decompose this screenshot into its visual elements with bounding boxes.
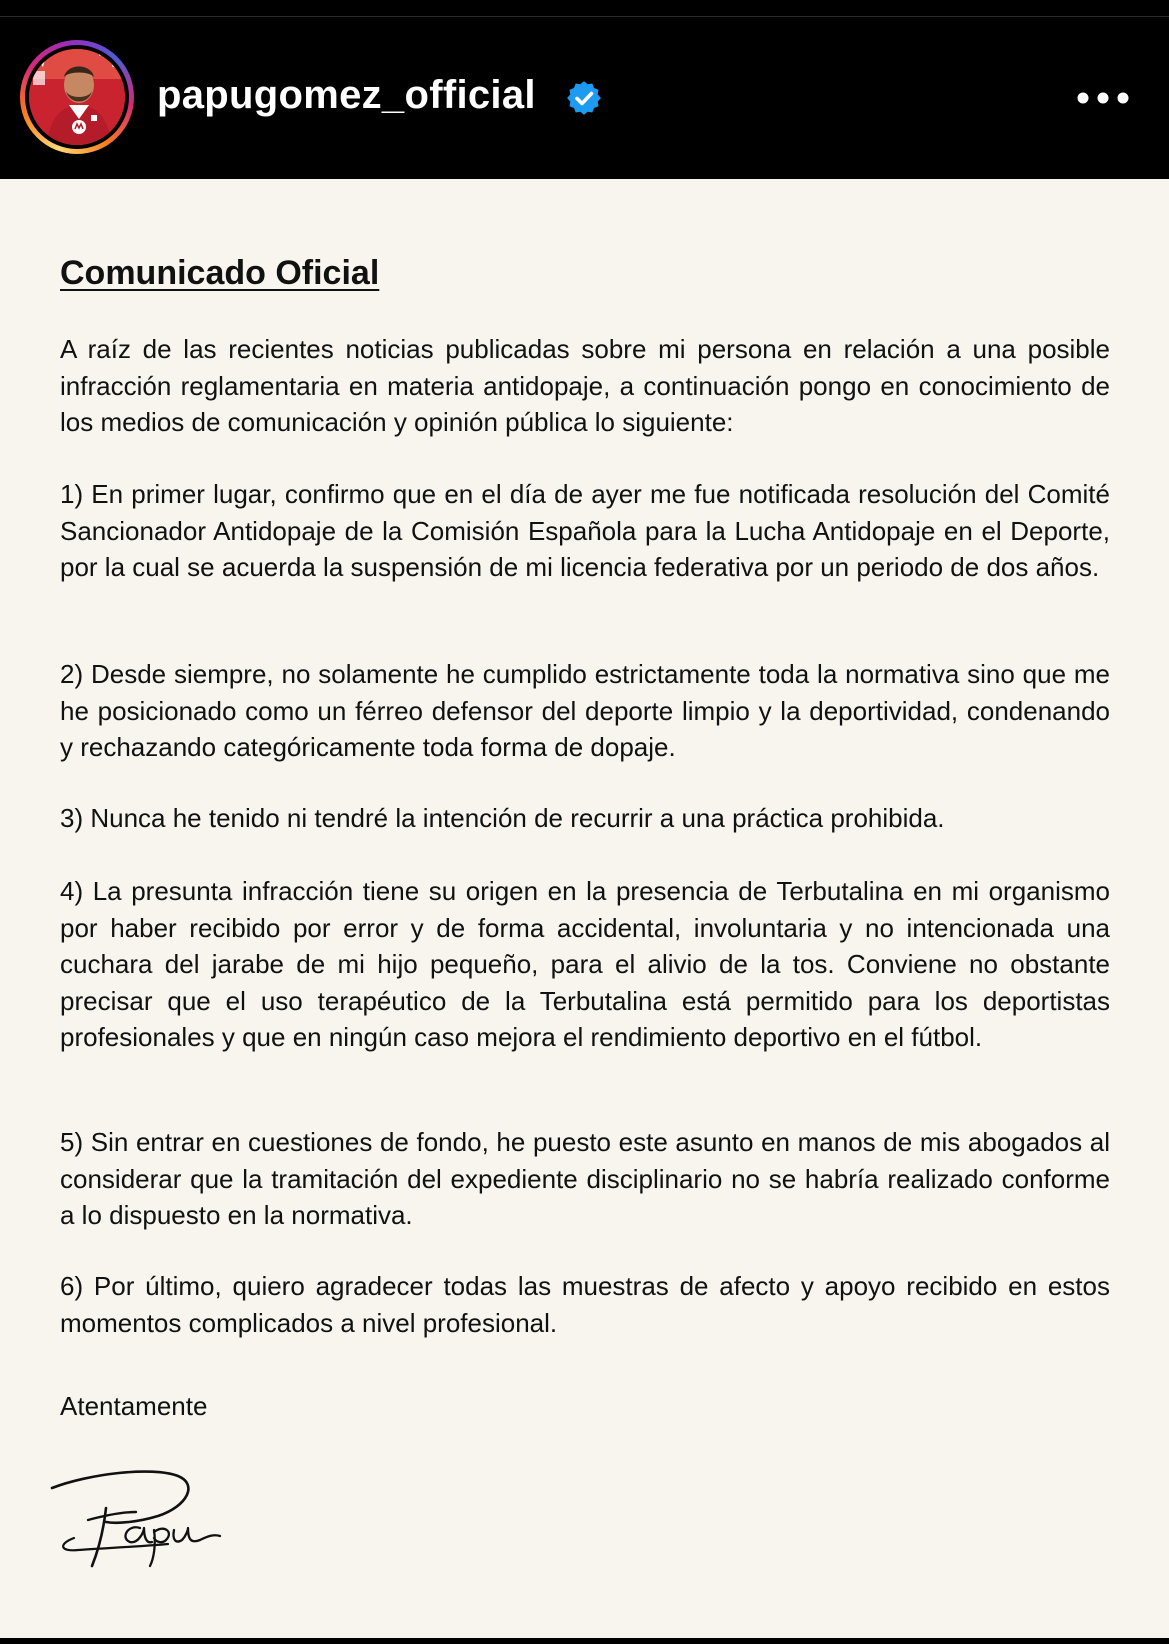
verified-badge-icon	[567, 81, 601, 115]
statement-document	[0, 179, 1169, 1638]
status-strip	[0, 0, 1169, 17]
story-ring[interactable]	[20, 40, 134, 154]
point-3: 3) Nunca he tenido ni tendré la intención de recurrir a una práctica prohibida.	[60, 803, 945, 833]
point-1: 1) En primer lugar, confirmo que en el día de ayer me fue notificada resolución del Comité Sancionador Antidopaje de la Comisión Española para la Lucha Antidopaje en el Deporte, por la cual se acuerda la suspensión de mi licencia federativa por un periodo de dos años.	[60, 479, 1110, 582]
intro-paragraph: A raíz de las recientes noticias publicadas sobre mi persona en relación a una posible infracción reglamentaria en materia antidopaje, a continuación pongo en conocimiento de los medios de comunicación y opinión pública lo siguiente:	[60, 334, 1110, 437]
username[interactable]: papugomez_official	[157, 73, 536, 117]
closing-text: Atentamente	[60, 1391, 208, 1421]
point-5: 5) Sin entrar en cuestiones de fondo, he puesto este asunto en manos de mis abogados al considerar que la tramitación del expediente disciplinario no se habría realizado conforme a lo dispuesto en la normativa.	[60, 1127, 1110, 1230]
document-title: Comunicado Oficial	[60, 254, 380, 292]
point-6: 6) Por último, quiero agradecer todas las muestras de afecto y apoyo recibido en estos momentos complicados a nivel profesional.	[60, 1271, 1110, 1338]
point-4: 4) La presunta infracción tiene su origen en la presencia de Terbutalina en mi organismo por haber recibido por error y de forma accidental, involuntaria y no intencionada una cuchara del jarabe de mi hijo pequeño, para el alivio de la tos. Conviene no obstante precisar que el uso terapéutico de la Terbutalina está permitido para los deportistas profesionales y que en ningún caso mejora el rendimiento deportivo en el fútbol.	[60, 876, 1110, 1052]
signature	[48, 1462, 228, 1572]
bottom-edge	[0, 1638, 1169, 1644]
point-2: 2) Desde siempre, no solamente he cumplido estrictamente toda la normativa sino que me he posicionado como un férreo defensor del deporte limpio y la deportividad, condenando y rechazando categóricamente toda forma de dopaje.	[60, 659, 1110, 762]
more-options-icon[interactable]	[1075, 81, 1131, 115]
profile-photo	[29, 49, 125, 145]
post-header	[0, 17, 1169, 179]
avatar[interactable]	[29, 49, 125, 145]
